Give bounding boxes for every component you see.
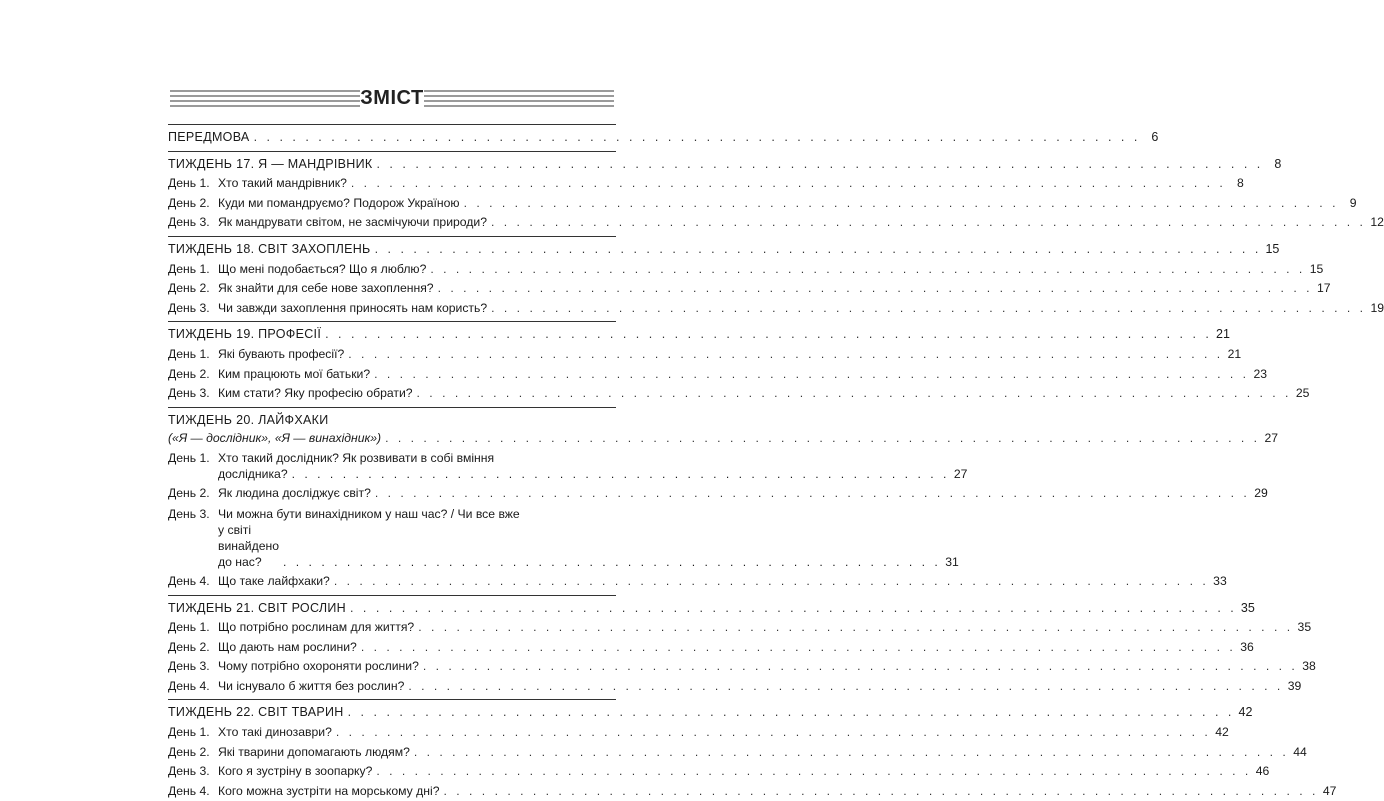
toc-week-heading: ТИЖДЕНЬ 21. СВІТ РОСЛИН <box>168 600 346 615</box>
toc-day-entry[interactable] <box>168 174 1244 194</box>
toc-day-text: Які тварини допомагають людям? <box>218 744 410 759</box>
leader-dots <box>357 638 1240 658</box>
leader-dots <box>332 723 1215 743</box>
toc-day-entry[interactable] <box>168 618 1312 638</box>
toc-day-label: День 3. <box>168 764 210 779</box>
toc-week-subtitle: («Я — дослідник», «Я — винахідник») <box>168 430 382 445</box>
toc-day-text: Чому потрібно охороняти рослини? <box>218 659 419 674</box>
toc-day-label: День 4. <box>168 783 210 798</box>
toc-day-text-continued: дослідника? <box>218 467 288 482</box>
toc-page-number: 15 <box>1265 241 1280 256</box>
toc-day-entry[interactable] <box>168 365 1268 385</box>
header-rule-right <box>424 90 614 110</box>
leader-dots <box>414 618 1297 638</box>
toc-day-entry[interactable] <box>168 572 1227 592</box>
toc-day-label: День 2. <box>168 744 210 759</box>
toc-day-label: День 1. <box>168 261 210 276</box>
toc-day-text: Куди ми помандруємо? Подорож Україною <box>218 195 460 210</box>
toc-day-entry[interactable] <box>168 194 1357 214</box>
toc-page-number: 46 <box>1255 764 1270 779</box>
toc-day-label: День 3. <box>168 659 210 674</box>
toc-page-number: 39 <box>1287 678 1302 693</box>
leader-dots <box>279 554 945 570</box>
toc-page-number: 23 <box>1253 366 1268 381</box>
toc-section-intro <box>168 124 1159 148</box>
toc-section-week <box>168 699 1337 801</box>
leader-dots <box>288 466 954 482</box>
toc-day-entry[interactable] <box>168 484 1268 504</box>
toc-day-entry[interactable] <box>168 782 1337 801</box>
toc-week-heading: ТИЖДЕНЬ 19. ПРОФЕСІЇ <box>168 327 322 342</box>
leader-dots <box>347 174 1230 194</box>
toc-day-entry[interactable] <box>168 448 968 484</box>
leader-dots <box>250 128 1145 148</box>
leader-dots <box>426 260 1309 280</box>
toc-day-entry[interactable] <box>168 384 1310 404</box>
toc-day-entry[interactable] <box>168 657 1316 677</box>
toc-page-number: 9 <box>1349 195 1357 210</box>
leader-dots <box>381 429 1264 449</box>
toc-week-heading: ТИЖДЕНЬ 18. СВІТ ЗАХОПЛЕНЬ <box>168 241 371 256</box>
leader-dots <box>460 194 1343 214</box>
toc-section-week <box>168 407 1279 592</box>
toc-page-number: 27 <box>953 467 968 482</box>
toc-day-label: День 1. <box>168 620 210 635</box>
toc-entry-intro[interactable] <box>168 128 1159 148</box>
toc-page-number: 42 <box>1238 705 1253 720</box>
toc-day-entry[interactable] <box>168 260 1324 280</box>
toc-day-text: Що мені подобається? Що я люблю? <box>218 261 427 276</box>
toc-day-text-continued: у світі винайдено до нас? <box>218 522 279 569</box>
toc-day-label: День 2. <box>168 281 210 296</box>
toc-day-label: День 3. <box>168 506 210 521</box>
toc-day-text: Хто такі динозаври? <box>218 725 332 740</box>
toc-page-number: 36 <box>1240 639 1254 654</box>
toc-day-text: Ким стати? Яку професію обрати? <box>218 386 413 401</box>
toc-page-number: 15 <box>1309 261 1324 276</box>
toc-day-text: Чи можна бути винахідником у наш час? / Чи все вже <box>218 506 520 521</box>
toc-day-entry[interactable] <box>168 677 1302 697</box>
toc-page-number: 31 <box>945 554 959 569</box>
toc-page-number: 27 <box>1264 430 1279 445</box>
toc-day-text: Кого можна зустріти на морському дні? <box>218 783 440 798</box>
toc-page-number: 47 <box>1322 783 1337 798</box>
leader-dots <box>487 299 1370 319</box>
leader-dots <box>321 325 1216 345</box>
toc-day-label: День 2. <box>168 486 210 501</box>
toc-section-week <box>168 151 1384 233</box>
toc-section-week <box>168 236 1384 318</box>
toc-page-number: 38 <box>1302 659 1316 674</box>
leader-dots <box>346 599 1241 619</box>
toc-week-entry[interactable] <box>168 155 1282 175</box>
toc-page-number: 8 <box>1237 176 1244 191</box>
toc-day-entry[interactable] <box>168 345 1242 365</box>
toc-page-number: 35 <box>1297 620 1312 635</box>
toc-day-text: Хто такий дослідник? Як розвивати в собі вміння <box>218 451 495 466</box>
toc-page-number: 21 <box>1216 327 1230 342</box>
toc-day-label: День 1. <box>168 725 210 740</box>
leader-dots <box>372 155 1267 175</box>
toc-day-entry[interactable] <box>168 743 1307 763</box>
toc-day-text: Чи завжди захоплення приносять нам користь? <box>218 300 488 315</box>
toc-day-text: Ким працюють мої батьки? <box>218 366 371 381</box>
toc-week-entry[interactable] <box>168 240 1280 260</box>
toc-week-heading[interactable]: ТИЖДЕНЬ 20. ЛАЙФХАКИ <box>168 412 329 427</box>
leader-dots <box>439 782 1322 801</box>
toc-page-number: 6 <box>1151 130 1159 144</box>
toc-entry-label: ПЕРЕДМОВА <box>168 130 250 144</box>
toc-page-number: 21 <box>1227 346 1242 361</box>
toc-day-entry[interactable] <box>168 762 1270 782</box>
leader-dots <box>413 384 1296 404</box>
toc-day-label: День 2. <box>168 195 210 210</box>
toc-day-label: День 3. <box>168 300 210 315</box>
leader-dots <box>371 484 1254 504</box>
toc-page-number: 29 <box>1254 486 1268 501</box>
leader-dots <box>404 677 1287 697</box>
toc-day-label: День 1. <box>168 346 210 361</box>
toc-day-text: Що дають нам рослини? <box>218 639 357 654</box>
toc-day-text: Чи існувало б життя без рослин? <box>218 678 405 693</box>
toc-day-label: День 4. <box>168 573 210 588</box>
toc-page-number: 19 <box>1370 300 1384 315</box>
toc-page-number: 8 <box>1274 156 1282 171</box>
toc-day-entry[interactable] <box>168 638 1254 658</box>
table-of-contents-page <box>168 80 1384 801</box>
toc-day-entry[interactable] <box>168 213 1384 233</box>
toc-page-number: 35 <box>1240 600 1255 615</box>
toc-week-entry[interactable] <box>168 599 1255 619</box>
toc-day-label: День 2. <box>168 366 210 381</box>
toc-page-number: 17 <box>1316 281 1331 296</box>
toc-week-heading: ТИЖДЕНЬ 22. СВІТ ТВАРИН <box>168 705 344 720</box>
toc-day-label: День 1. <box>168 176 210 191</box>
toc-day-text: Які бувають професії? <box>218 346 345 361</box>
toc-day-label: День 2. <box>168 639 210 654</box>
leader-dots <box>372 762 1255 782</box>
toc-week-heading: ТИЖДЕНЬ 17. Я — МАНДРІВНИК <box>168 156 373 171</box>
leader-dots <box>344 703 1239 723</box>
toc-section-week <box>168 321 1310 403</box>
toc-page-number: 44 <box>1293 744 1307 759</box>
toc-week-entry[interactable] <box>168 703 1253 723</box>
toc-page-number: 33 <box>1213 573 1227 588</box>
toc-day-text: Як знайти для себе нове захоплення? <box>218 281 434 296</box>
toc-day-label: День 4. <box>168 678 210 693</box>
toc-day-entry[interactable] <box>168 723 1229 743</box>
leader-dots <box>434 279 1317 299</box>
toc-week-subtitle-entry[interactable] <box>168 429 1279 449</box>
toc-day-text: Що потрібно рослинам для життя? <box>218 620 415 635</box>
toc-page-number: 42 <box>1215 725 1229 740</box>
leader-dots <box>419 657 1302 677</box>
toc-day-label: День 3. <box>168 215 210 230</box>
leader-dots <box>487 213 1370 233</box>
toc-day-label: День 1. <box>168 451 210 466</box>
toc-day-text: Що таке лайфхаки? <box>218 573 330 588</box>
toc-day-text: Як мандрувати світом, не засмічуючи природи? <box>218 215 487 230</box>
toc-day-label: День 3. <box>168 386 210 401</box>
leader-dots <box>330 572 1213 592</box>
leader-dots <box>344 345 1227 365</box>
page-title: ЗМІСТ <box>360 87 424 109</box>
leader-dots <box>371 240 1266 260</box>
toc-header <box>168 80 616 120</box>
toc-day-text: Хто такий мандрівник? <box>218 176 347 191</box>
toc-day-entry[interactable] <box>168 299 1384 319</box>
toc-day-text: Кого я зустріну в зоопарку? <box>218 764 373 779</box>
toc-page-number: 12 <box>1370 215 1384 230</box>
toc-day-entry[interactable] <box>168 504 959 572</box>
toc-day-text: Як людина досліджує світ? <box>218 486 371 501</box>
toc-day-entry[interactable] <box>168 279 1331 299</box>
toc-section-week <box>168 595 1316 697</box>
toc-week-entry[interactable] <box>168 325 1230 345</box>
leader-dots <box>410 743 1293 763</box>
leader-dots <box>370 365 1253 385</box>
toc-page-number: 25 <box>1295 386 1310 401</box>
